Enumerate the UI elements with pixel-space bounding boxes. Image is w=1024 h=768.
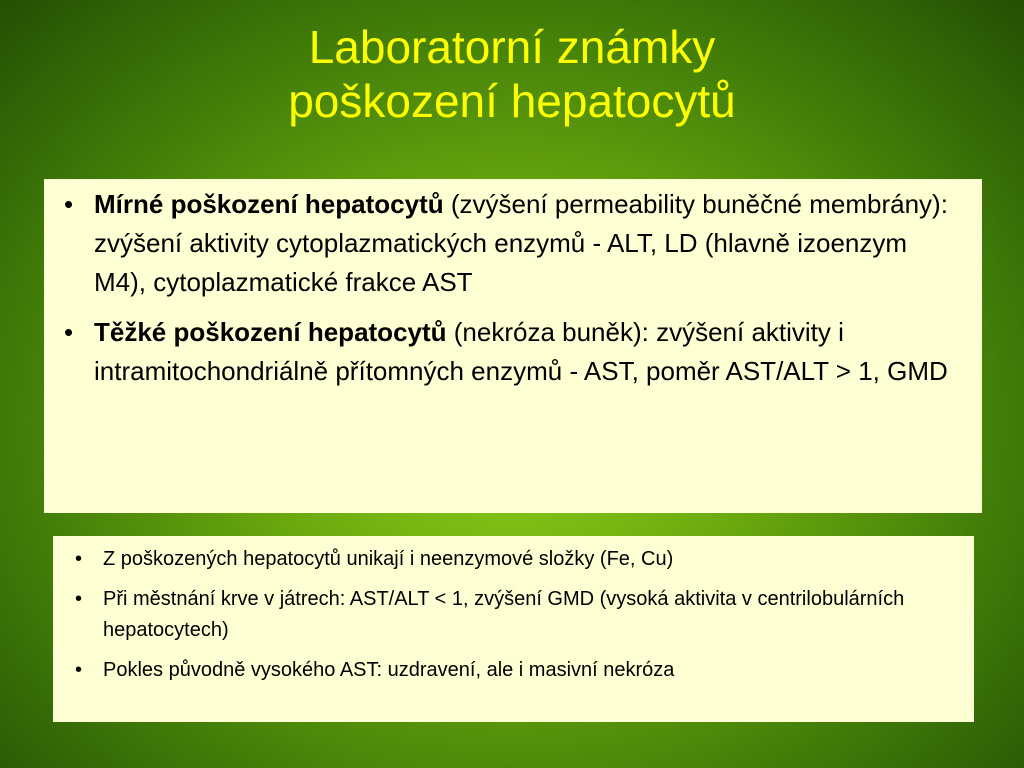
bullet-item-mild-damage [64,185,962,302]
main-bullet-list [64,185,962,391]
bullet-item-congestion: • Při městnání krve v játrech: AST/ALT < 1, zvýšení GMD (vysoká aktivita v centrilobulárních hepatocytech) [69,584,956,646]
bullet-bold-term: Těžké poškození hepatocytů [94,317,447,347]
slide-title-line-2: poškození hepatocytů [288,75,736,127]
main-content-box [44,179,982,513]
bullet-item-ast-decline: • Pokles původně vysokého AST: uzdravení, ale i masivní nekróza [69,655,956,686]
slide-title [0,20,1024,128]
bullet-text: (nekróza buněk): zvýšení aktivity i intramitochondriálně přítomných enzymů - AST, poměr AST/ALT > 1, GMD [94,317,948,386]
secondary-content-box [53,536,974,722]
slide-title-line-1: Laboratorní známky [308,21,716,73]
bullet-item-severe-damage [64,313,962,391]
bullet-text: (zvýšení permeability buněčné membrány): zvýšení aktivity cytoplazmatických enzymů - ALT, LD (hlavně izoenzym M4), cytoplazmatické frakce AST [94,189,948,297]
bullet-item-nonenzymatic: • Z poškozených hepatocytů unikají i neenzymové složky (Fe, Cu) [69,544,956,575]
secondary-bullet-list [69,544,956,686]
bullet-bold-term: Mírné poškození hepatocytů [94,189,444,219]
